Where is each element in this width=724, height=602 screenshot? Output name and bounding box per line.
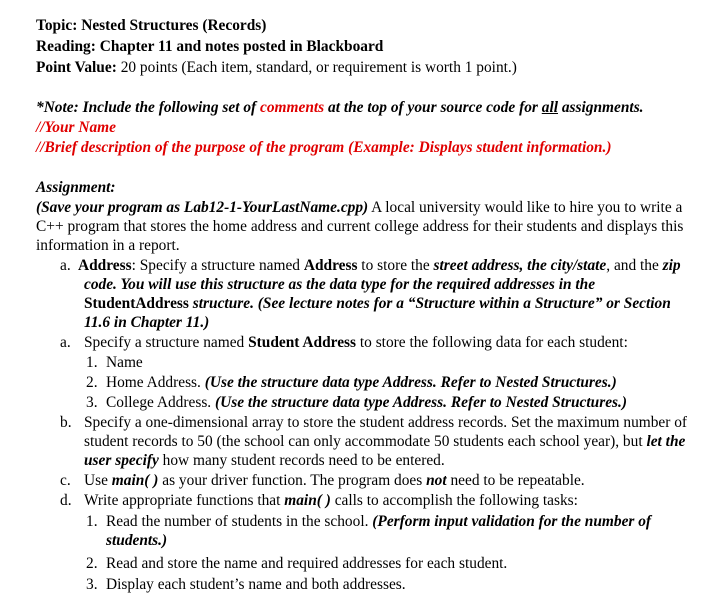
sub-item-number: 1.: [86, 354, 98, 371]
reading-line: [36, 37, 383, 56]
note-middle: at the top of your source code for: [324, 99, 542, 116]
item-b-text: student records to 50 (the school can only accommodate 50 students each school year), but: [84, 433, 647, 450]
points-value: 20 points (Each item, standard, or requirement is worth 1 point.): [120, 59, 517, 76]
intro-text-1: A local university would like to hire you to write a: [368, 199, 683, 216]
assignment-intro-line-2: C++ program that stores the home address and current college address for their students and displays this: [36, 218, 684, 235]
item-b-line-2: [84, 432, 685, 451]
sub-item-number: 3.: [86, 394, 98, 411]
address-note: structure. (See lecture notes for a “Structure within a Structure” or Section: [188, 295, 671, 312]
item-b-emphasis: let the: [646, 433, 686, 450]
sub-item-number: 3.: [86, 576, 98, 593]
address-text-2: to store the: [357, 257, 434, 274]
item-d-marker: d.: [60, 492, 72, 509]
item-c-marker: c.: [60, 472, 71, 489]
item-a-address-line-3: [84, 294, 671, 313]
sub-item-text: College Address.: [106, 394, 216, 411]
item-c-line: [84, 471, 585, 490]
item-a-student-marker: a.: [60, 334, 71, 351]
item-a-address-line-4: 11.6 in Chapter 11.): [84, 314, 210, 331]
assignment-intro-line-1: [36, 198, 682, 217]
save-instruction: (Save your program as Lab12-1-YourLastName.cpp): [36, 199, 369, 216]
topic-line: [36, 16, 266, 35]
points-label: Point Value:: [36, 59, 117, 76]
sub-item-text: Home Address.: [106, 374, 205, 391]
item-c-not: not: [426, 472, 447, 489]
sub-item-text: Name: [106, 354, 143, 371]
item-a-student-line: [84, 333, 628, 352]
item-a-address-line-1: [78, 256, 681, 275]
sub-item-display: Display each student’s name and both addresses.: [106, 576, 406, 593]
comment-your-name: //Your Name: [36, 119, 116, 136]
item-b-text-2: how many student records need to be entered.: [158, 452, 445, 469]
sub-item-number: 2.: [86, 555, 98, 572]
sub-item-note: (Use the structure data type Address. Refer to Nested Structures.): [204, 374, 617, 391]
student-text-1: Specify a structure named: [84, 334, 249, 351]
item-d-line: [84, 491, 578, 510]
item-c-text-2: as your driver function. The program does: [158, 472, 427, 489]
item-b-line-1: Specify a one-dimensional array to store the student address records. Set the maximum number of: [84, 414, 688, 431]
sub-item-home-address: [106, 373, 617, 392]
reading-value: Chapter 11 and notes posted in Blackboard: [99, 38, 384, 55]
comment-description: //Brief description of the purpose of the program (Example: Displays student information.): [36, 139, 612, 156]
item-a-address-line-2: code. You will use this structure as the data type for the required addresses in the: [84, 276, 596, 293]
sub-item-number: 2.: [86, 374, 98, 391]
note-prefix: *Note: Include the following set of: [36, 99, 261, 116]
item-c-text-1: Use: [84, 472, 112, 489]
sub-item-read-store: Read and store the name and required addresses for each student.: [106, 555, 508, 572]
studentaddress-bold: StudentAddress: [84, 295, 189, 312]
item-c-text-3: need to be repeatable.: [446, 472, 585, 489]
item-c-main: main( ): [111, 472, 159, 489]
address-bold-2: Address: [303, 257, 358, 274]
assignment-heading: Assignment:: [36, 179, 116, 196]
item-b-emphasis-2: user specify: [84, 452, 159, 469]
reading-label: Reading:: [36, 38, 96, 55]
sub-item-note: (Use the structure data type Address. Refer to Nested Structures.): [215, 394, 627, 411]
item-b-line-3: [84, 451, 445, 470]
points-line: [36, 58, 517, 77]
assignment-intro-line-3: information in a report.: [36, 237, 180, 254]
sub-item-text: Read the number of students in the school.: [106, 513, 373, 530]
address-bold: Address: [78, 257, 132, 274]
address-text-1: : Specify a structure named: [131, 257, 304, 274]
item-a-address-marker: a.: [60, 257, 71, 274]
topic-label: Topic:: [36, 17, 78, 34]
note-suffix: assignments.: [558, 99, 644, 116]
note-line: [36, 98, 644, 117]
sub-item-college-address: [106, 393, 627, 412]
item-d-text-1: Write appropriate functions that: [84, 492, 285, 509]
item-d-main: main( ): [284, 492, 331, 509]
note-comments-word: comments: [260, 99, 325, 116]
address-text-3: , and the: [606, 257, 663, 274]
sub-item-read-count-cont: students.): [106, 532, 168, 549]
sub-item-read-count: [106, 512, 651, 531]
item-d-text-2: calls to accomplish the following tasks:: [330, 492, 578, 509]
sub-item-number: 1.: [86, 513, 98, 530]
student-address-bold: Student Address: [248, 334, 357, 351]
note-all-word: all: [541, 99, 558, 116]
address-zip: zip: [662, 257, 681, 274]
sub-item-note: (Perform input validation for the number of: [372, 513, 652, 530]
item-b-marker: b.: [60, 414, 72, 431]
address-fields: street address, the city/state: [433, 257, 607, 274]
topic-value: Nested Structures (Records): [81, 17, 267, 34]
student-text-2: to store the following data for each student:: [356, 334, 628, 351]
sub-item-name: [106, 353, 143, 372]
